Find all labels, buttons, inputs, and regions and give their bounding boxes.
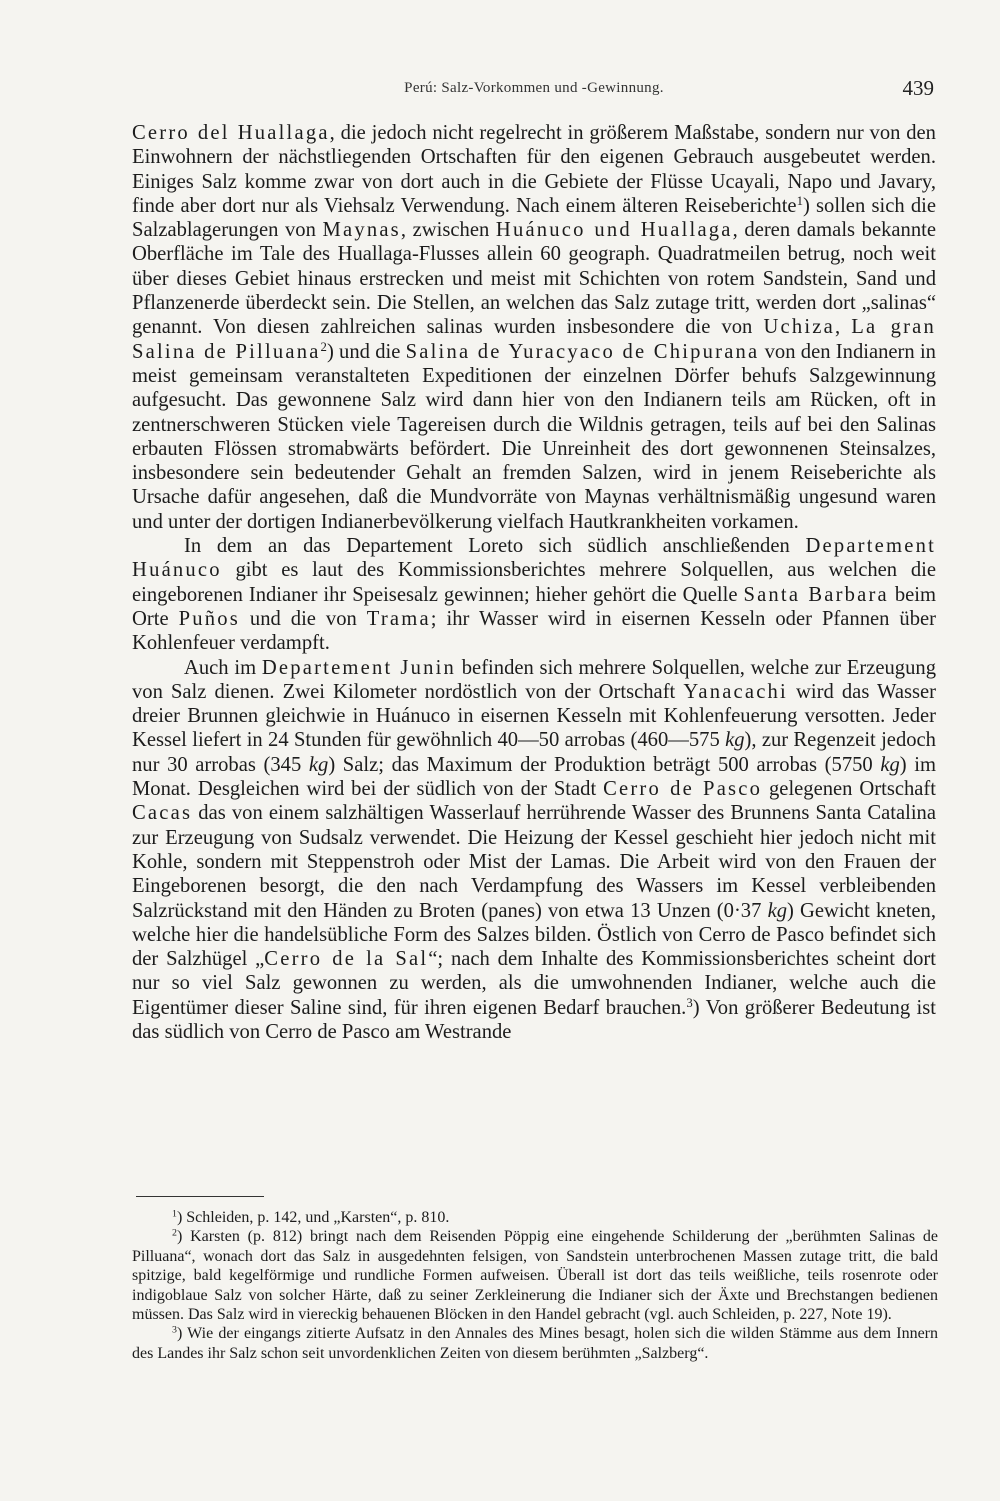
footnote	[132, 1227, 938, 1324]
spaced-term: Santa Barbara	[743, 583, 889, 606]
text-run: ,	[834, 316, 852, 339]
text-run: ) Karsten (p. 812) bringt nach dem Reisenden Pöppig eine eingehende Schilderung der „berühmten Salinas de Pilluana“, wonach dort das Salz in ausgedehnten felsigen, von Sandstein unterbrochenen Massen zutage tritt, die bald spitzige, bald kegelförmige und rundliche Formen aufweisen. Überall ist dort das teils weißliche, teils rosenrote oder indigoblaue Salz von solcher Härte, daß zu seiner Zerkleinerung die Indianer sich der Äxte und Brechstangen bedienen müssen. Das Salz wird in viereckig behauenen Blöcken in den Handel gebracht (vgl. auch Schleiden, p. 227, Note 19).	[132, 1228, 938, 1324]
spaced-term: Cerro del Huallaga	[132, 122, 330, 144]
spaced-term: Puños	[178, 607, 240, 630]
spaced-term: Trama	[366, 607, 431, 630]
footnote-marker: 1	[796, 193, 803, 208]
text-run: ) im Monat. Desgleichen wird bei der südlich von der Stadt	[132, 753, 936, 801]
text-run: das von einem salzhältigen Wasserlauf herrührende Wasser des Brunnens Santa Catalina zur Erzeugung von Sudsalz verwendet. Die Heizung der Kessel geschieht hier jedoch nicht mit Kohle, sondern mit Steppenstroh oder Mist der Lamas. Die Arbeit wird von den Frauen der Eingeborenen besorgt, die den nach Verdampfung des Wassers im Kessel verbleibenden Salzrückstand mit den Händen zu Broten (panes) von etwa 13 Unzen (0·37	[132, 802, 936, 922]
text-run: gibt es laut des Kommissionsberichtes mehrere Solquellen, aus welchen die eingeborenen Indianer ihr Speisesalz gewinnen; hieher gehört die Quelle	[132, 559, 936, 606]
spaced-term: Cerro de la Sal	[264, 948, 429, 971]
running-head: Perú: Salz-Vorkommen und -Gewinnung.	[404, 80, 664, 96]
page-number: 439	[902, 76, 934, 100]
text-run: In dem an das Departement Loreto sich südlich anschließenden	[184, 535, 806, 558]
text-run: kg	[880, 753, 900, 776]
spaced-term: Huánuco und Huallaga	[495, 219, 733, 242]
footnote-marker: 3	[172, 1324, 177, 1336]
text-run: beim Orte	[132, 583, 936, 630]
text-run: , zwischen	[400, 219, 496, 242]
paragraph	[132, 656, 936, 1045]
text-run: , die jedoch nicht regelrecht in größerem Maßstabe, sondern nur von den Einwohnern der nächstliegenden Ortschaften für den eigenen Gebrauch ausgebeutet werden. Einiges Salz komme zwar von dort auch in die Gebiete der Flüsse Ucayali, Napo und Javary, finde aber dort nur als Viehsalz Verwendung. Nach einem älteren Reiseberichte	[132, 122, 936, 217]
text-run: ) und die	[326, 340, 406, 363]
text-run: ), zur Regenzeit jedoch nur 30 arrobas (345	[132, 729, 936, 776]
text-run: befinden sich mehrere Solquellen, welche zur Erzeugung von Salz dienen. Zwei Kilometer nordöstlich von der Ortschaft	[132, 656, 936, 703]
text-run: ; ihr Wasser wird in eisernen Kesseln oder Pfannen über Kohlenfeuer verdampft.	[132, 607, 936, 655]
text-run: kg	[725, 729, 745, 752]
spaced-term: Departement Huánuco	[132, 535, 936, 582]
text-run: ) Gewicht kneten, welche hier die handelsübliche Form des Salzes bilden. Östlich von Cerro de Pasco befindet sich der Salzhügel „	[132, 899, 936, 971]
text-run: , deren damals bekannte Oberfläche im Tale des Huallaga-Flusses allein 60 geograph. Quadratmeilen betrug, noch weit über dieses Gebiet hinaus erstrecken und meist mit Schichten von rotem Sandstein, Sand und Pflanzenerde überdeckt sein. Die Stellen, an welchen das Salz zutage tritt, werden dort „salinas“ genannt. Von diesen zahlreichen salinas wurden insbesondere die von	[132, 219, 936, 339]
body-text	[132, 121, 936, 1044]
spaced-term: Salina de Yuracyaco de Chipurana	[405, 340, 760, 363]
text-run: wird das Wasser dreier Brunnen gleichwie in Huánuco in eisernen Kesseln mit Kohlenfeuerung versotten. Jeder Kessel liefert in 24 Stunden für gewöhnlich 40—50 arrobas (460—575	[132, 680, 936, 752]
text-run: ) sollen sich die Salzablagerungen von	[132, 194, 937, 242]
spaced-term: La gran Salina de Pilluana	[132, 316, 936, 363]
footnote	[132, 1324, 938, 1363]
text-run: gelegenen Ortschaft	[762, 778, 937, 801]
footnote-divider	[136, 1196, 264, 1197]
text-run: “; nach dem Inhalte des Kommissionsberichtes scheint dort nur so viel Salz gewonnen zu werden, als die umwohnenden Indianer, welche auch die Eigentümer dieser Saline sind, für ihren eigenen Bedarf brauchen.	[132, 948, 936, 1019]
footnote-marker: 2	[172, 1227, 177, 1239]
spaced-term: Cacas	[132, 802, 193, 825]
spaced-term: Departement Junin	[261, 656, 456, 679]
page-header	[134, 76, 934, 102]
paragraph	[132, 121, 936, 534]
footnote-marker: 1	[172, 1208, 177, 1220]
footnotes	[132, 1208, 938, 1363]
text-run: Auch im	[184, 656, 262, 679]
text-run: kg	[767, 899, 787, 922]
footnote-marker: 2	[320, 339, 327, 354]
spaced-term: Maynas	[322, 219, 401, 242]
text-run: und die von	[239, 607, 367, 630]
footnote-marker: 3	[686, 995, 693, 1010]
text-run: kg	[308, 753, 329, 776]
text-run: ) Von größerer Bedeutung ist das südlich von Cerro de Pasco am Westrande	[132, 996, 936, 1043]
text-run: ) Schleiden, p. 142, und „Karsten“, p. 810.	[176, 1209, 450, 1226]
spaced-term: Uchiza	[763, 316, 835, 339]
spaced-term: Yanacachi	[683, 680, 788, 703]
footnote	[132, 1208, 938, 1227]
text-run: ) Salz; das Maximum der Produktion beträgt 500 arrobas (5750	[328, 753, 881, 776]
spaced-term: Cerro de Pasco	[603, 778, 763, 801]
text-run: von den Indianern in meist gemeinsam veranstalteten Expeditionen der einzelnen Dörfer behufs Salzgewinnung aufgesucht. Das gewonnene Salz wird dann hier von den Indianern teils am Rücken, oft in zentnerschweren Stücken viele Tagereisen durch die Wildnis getragen, teils auf bei den Salinas erbauten Flössen stromabwärts befördert. Die Unreinheit des dort gewonnenen Steinsalzes, insbesondere sein bedeutender Gehalt an fremden Salzen, wird in jenem Reiseberichte als Ursache dafür angesehen, daß die Mundvorräte von Maynas verhältnismäßig ungesund waren und unter der dortigen Indianerbevölkerung vielfach Hautkrankheiten vorkamen.	[132, 340, 936, 533]
paragraph	[132, 534, 936, 655]
text-run: ) Wie der eingangs zitierte Aufsatz in den Annales des Mines besagt, holen sich die wilden Stämme aus dem Innern des Landes ihr Salz schon seit unvordenklichen Zeiten von diesem berühmten „Salzberg“.	[132, 1325, 938, 1362]
